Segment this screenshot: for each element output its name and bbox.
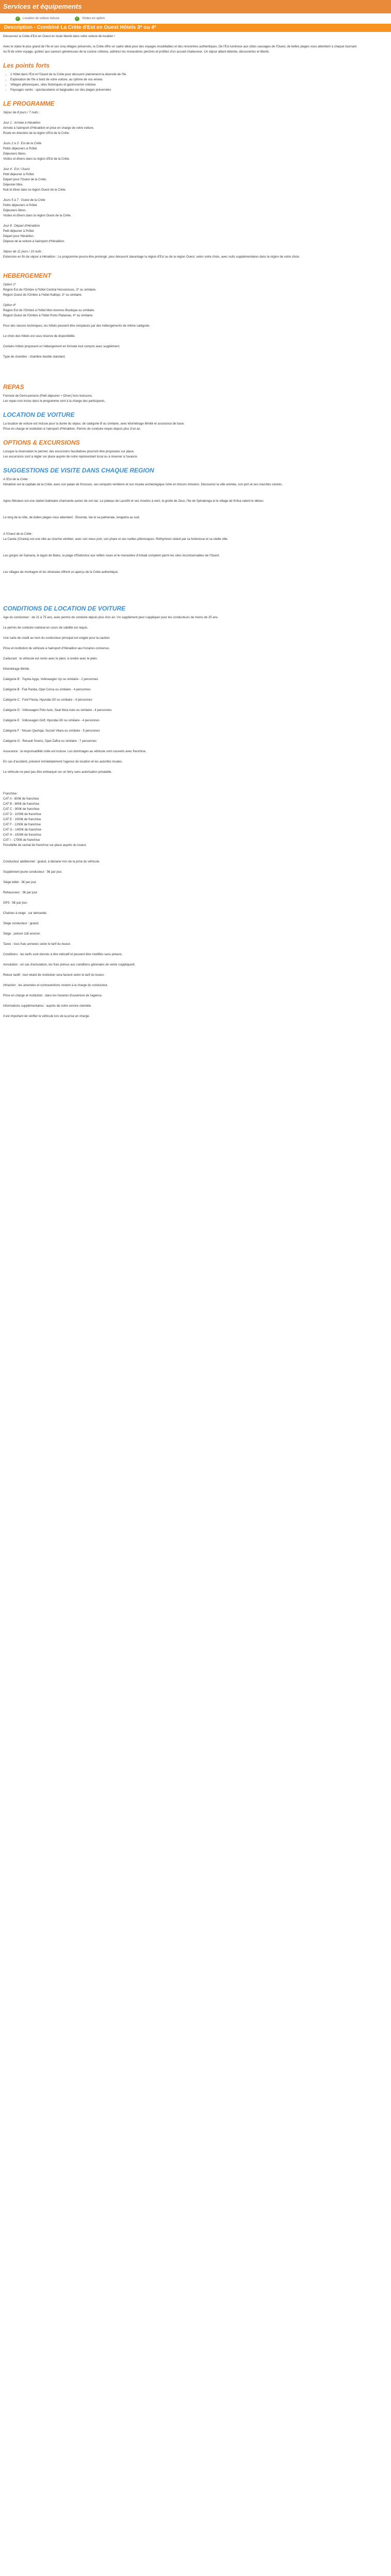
program-day-line: Route en direction de la région d'Est de la Crète. [3, 132, 70, 135]
page-title: Services et équipements [0, 0, 391, 13]
program-day-line: Départ pour Héraklion. [3, 235, 35, 238]
program-day-line: Déjeuners libres. [3, 152, 27, 156]
lodging-note: Certains hôtels proposent un hébergement en formule tout compris avec supplément. [3, 345, 120, 348]
program-day-line: Déjeuner libre. [3, 183, 24, 187]
program-day-line: Petit déjeuner à l'hôtel. [3, 173, 35, 176]
lodging-option-line: Région Ouest de l'Ombre à l'hôtel Kalliopi, 3* ou similaire. [3, 294, 83, 297]
lodging-notes [3, 324, 388, 365]
car-included-badge [15, 16, 59, 21]
conditions-title: CONDITIONS DE LOCATION DE VOITURE [3, 605, 126, 612]
condition-line: Kilométrage illimité. [3, 668, 30, 671]
extra-line: Il est important de vérifier le véhicule lors de la prise en charge. [3, 1015, 90, 1018]
franchise-line: CAT D - 1000€ de franchise [3, 813, 41, 816]
extra-lines [3, 859, 388, 1024]
check-icon: ✓ [16, 16, 20, 20]
meals-line: Formule de Demi-pension (Petit déjeuner + Dîner) hors boissons. [3, 395, 93, 398]
condition-line: Catégorie G : Renault Scenic, Opel Zafira ou similaire - 7 personnes [3, 740, 97, 743]
program-days [3, 110, 388, 265]
extra-line: Rehausseur : 3€ par jour. [3, 891, 38, 894]
visits-option-label: Visites en option [82, 17, 105, 20]
franchise-line: CAT C - 900€ de franchise [3, 808, 40, 811]
extra-line: Conditions : les tarifs sont donnés à titre indicatif et peuvent être modifiés sans préavis. [3, 953, 123, 956]
franchise-line: CAT F - 1200€ de franchise [3, 823, 41, 826]
lodging-note: Pour des raisons techniques, les hôtels peuvent être remplacés par des hébergements de même catégorie. [3, 325, 151, 328]
intro-line: Avec le statut le plus grand de l'île et ses cinq villages préservés, la Crète offre un cadre idéal pour des voyages inoubliables et des rencontres authentiques. De l'Est lumineux aux côtes sauvages de l'Ouest, de belles plages vous attendent à chaque tournant. [3, 45, 357, 48]
condition-line: Catégorie B : Toyota Aygo, Volkswagen Up ou similaire - 2 personnes [3, 678, 99, 681]
extra-line: Annulation : en cas d'annulation, les frais prévus aux conditions générales de vente s'appliquent. [3, 963, 136, 967]
extra-line: Supplément jeune conducteur : 5€ par jour. [3, 871, 62, 874]
extra-line: Siège : prévoir 11€ environ. [3, 933, 41, 936]
condition-line: Le permis de conduire national en cours de validité est requis. [3, 626, 88, 630]
lodging-option-title: Option 1* [3, 283, 17, 286]
program-day-line: Déjeuners libres. [3, 209, 27, 212]
suggestion-blocks [3, 477, 388, 586]
intro-line: Découvrez la Crète d'Est en Ouest en toute liberté dans votre voiture de location ! [3, 35, 115, 38]
condition-line: Catégorie B : Fiat Panda, Opel Corsa ou similaire - 4 personnes [3, 688, 91, 691]
program-day-line: Petits déjeuners à l'hôtel. [3, 204, 38, 207]
service-badges [0, 13, 391, 24]
lodging-note: Type de chambre : chambre double standard. [3, 355, 66, 359]
franchise-line: CAT B - 800€ de franchise [3, 803, 40, 806]
franchise-line: Franchise : [3, 792, 19, 795]
car-included-label: Location de voiture incluse [23, 17, 60, 20]
program-day-line: Petit déjeuner à l'hôtel. [3, 230, 35, 233]
suggestion-text: Agios Nikolaos est une station balnéaire charmante autour de son lac. Le plateau de Lassithi et ses moulins à vent, la grotte de Zeus, l'île de Spinalonga et le village de Kritsa valent le détour. [3, 500, 264, 503]
options-line: Lorsque la réservation le permet, des excursions facultatives pourront être proposées sur place. [3, 450, 135, 453]
extra-line: GPS : 5€ par jour. [3, 902, 28, 905]
program-day-title: Jours 2 à 3 : Est de la Crète [3, 142, 42, 145]
condition-line: Prise et restitution du véhicule à l'aéroport d'Héraklion aux horaires convenus. [3, 647, 110, 650]
lodging-option-line: Région Est de l'Ombre à l'hôtel Central Hersonissos, 3* ou similaire. [3, 289, 96, 292]
condition-line: Catégorie D : Volkswagen Polo Auto, Seat Ibiza Auto ou similaire - 4 personnes [3, 709, 112, 712]
suggestion-region-title: A l'Ouest de la Crète : [3, 533, 34, 536]
lodging-note: Le choix des hôtels est sous réserve de disponibilité. [3, 335, 76, 338]
franchise-line: CAT E - 1000€ de franchise [3, 818, 41, 821]
car-line: Prise en charge et restitution à l'aéroport d'Héraklion. Permis de conduire requis depuis plus d'un an. [3, 428, 141, 431]
suggestion-text: Le long de la côte, de belles plages vous attendent : Elounda, Vai et sa palmeraie, Ierapetra au sud. [3, 516, 140, 519]
condition-line: Carburant : le véhicule est remis avec le plein, à rendre avec le plein. [3, 657, 98, 660]
prices-lines [3, 791, 388, 848]
program-day-line: Nuit et dîner dans la région Ouest de la Crète. [3, 189, 67, 192]
options-title: OPTIONS & EXCURSIONS [3, 439, 80, 446]
lodging-options [3, 282, 388, 324]
extra-line: Informations supplémentaires : auprès de notre service clientèle. [3, 1005, 92, 1008]
options-line: Les excursions sont à régler sur place auprès de notre représentant local ou à réserver à l'avance. [3, 455, 138, 459]
suggestion-text: Les villages de montagne et les oliveraies offrent un aperçu de la Crète authentique. [3, 571, 119, 574]
franchise-line: CAT G - 1400€ de franchise [3, 828, 42, 832]
conditions-lines [3, 615, 388, 780]
condition-line: Le véhicule ne peut pas être embarqué sur un ferry sans autorisation préalable. [3, 771, 112, 774]
lodging-option-title: Option 4* [3, 304, 17, 307]
program-day-title: Séjour de 11 jours / 10 nuits : [3, 250, 43, 253]
meals-title: REPAS [3, 383, 24, 391]
check-icon: ✓ [76, 16, 79, 20]
condition-line: Catégorie F : Nissan Qashqai, Suzuki Vitara ou similaire - 5 personnes [3, 730, 100, 733]
program-day-title: Jour 4 : Est / Ouest [3, 168, 30, 171]
program-day-title: Jour 8 : Départ d'Héraklion [3, 225, 40, 228]
condition-line: En cas d'accident, prévenir immédiatement l'agence de location et les autorités locales. [3, 760, 123, 764]
program-day-line: Arrivée à l'aéroport d'Héraklion et prise en charge de votre voiture. [3, 127, 94, 130]
description-title: Description - Combiné La Crète d'Est en Ouest Hôtels 3* ou 4* [0, 24, 391, 32]
franchise-line: CAT A - 800€ de franchise [3, 798, 39, 801]
program-day-line: Dépose de la voiture à l'aéroport d'Héraklion. [3, 240, 65, 243]
suggestion-region-title: A l'Est de la Crète : [3, 478, 29, 481]
highlight-item: • Villages pittoresques, sites historiques et gastronomie crétoise [10, 82, 388, 88]
program-day-title: Jour 1 : Arrivée à Héraklion [3, 122, 41, 125]
program-day-line: Départ pour l'Ouest de la Crète. [3, 178, 47, 181]
franchise-line: Possibilité de rachat de franchise sur place auprès du loueur. [3, 844, 87, 847]
program-day-title: Séjour de 8 jours / 7 nuits : [3, 111, 40, 114]
highlights-title: Les points forts [3, 62, 50, 69]
highlight-item: • Paysages variés : spectaculaires et baignades sur des plages préservées [10, 88, 388, 93]
suggestion-text: Héraklion est la capitale de la Crète, avec son palais de Knossos, ses remparts vénitiens et son musée archéologique riche en trésors minoens. Découvrez la ville animée, son port et ses marchés colorés. [3, 483, 283, 486]
car-line: La location de voiture est incluse pour la durée du séjour, de catégorie B ou similaire, avec kilométrage illimité et assurance de base. [3, 422, 185, 426]
description-content [0, 32, 391, 1024]
condition-line: Age du conducteur : de 21 à 75 ans, avec permis de conduire depuis plus d'un an. Un supplément peut s'appliquer pour les conducteurs de moins de 25 ans. [3, 616, 219, 619]
highlights-list [3, 72, 388, 93]
extra-line: Conducteur additionnel : gratuit, à déclarer lors de la prise du véhicule. [3, 860, 100, 863]
program-day-line: Visites et dîners dans la région Ouest de la Crète. [3, 214, 72, 217]
program-day-line: Visites et dîners dans la région d'Est de la Crète. [3, 158, 70, 161]
extra-line: Taxes : tous frais annexes selon le tarif du loueur. [3, 943, 71, 946]
condition-line: Une carte de crédit au nom du conducteur principal est exigée pour la caution. [3, 637, 110, 640]
condition-line: Catégorie C : Ford Fiesta, Hyundai i20 ou similaire - 4 personnes [3, 699, 92, 702]
lodging-option-line: Région Ouest de l'Ombre à l'hôtel Porto Platanias, 4* ou similaire. [3, 314, 93, 317]
extra-line: Prise en charge et restitution : dans les horaires d'ouverture de l'agence. [3, 994, 103, 997]
lodging-option-line: Région Est de l'Ombre à l'hôtel Mon Anemos Boutique ou similaire. [3, 309, 95, 312]
suggestion-text: Les gorges de Samaria, le lagon de Balos, la plage d'Elafonissi aux reflets roses et le monastère d'Arkadi comptent parmi les sites incontournables de l'Ouest. [3, 554, 220, 557]
highlight-item: • 1 Hôtel dans l'Est et l'Ouest de la Crète pour découvrir pleinement la diversité de l'île [10, 72, 388, 77]
visits-option-badge [75, 16, 105, 21]
meals-line: Les repas non inclus dans le programme sont à la charge des participants. [3, 400, 106, 403]
suggestions-title: SUGGESTIONS DE VISITE DANS CHAQUE REGION [3, 467, 154, 474]
extra-line: Siège bébé : 3€ par jour. [3, 881, 37, 884]
program-day-line: Petits déjeuners à l'hôtel. [3, 147, 38, 150]
highlight-item: • Exploration de l'île à bord de votre voiture, au rythme de vos envies [10, 77, 388, 82]
extra-line: Retour tardif : tout retard de restitution sera facturé selon le tarif du loueur. [3, 974, 105, 977]
program-title: LE PROGRAMME [3, 100, 55, 107]
lodging-title: HEBERGEMENT [3, 272, 52, 279]
intro-line: Au fil de votre voyage, goûtez aux saveurs généreuses de la cuisine crétoise, admirez les monastères perchés et profitez d'un accueil chaleureux. Un séjour alliant détente, découvertes et liberté. [3, 50, 270, 54]
franchise-line: CAT H - 1500€ de franchise [3, 834, 41, 837]
condition-line: Catégorie E : Volkswagen Golf, Hyundai i30 ou similaire - 4 personnes [3, 719, 100, 722]
extra-line: Chaînes à neige : sur demande. [3, 912, 47, 915]
condition-line: Assurance : la responsabilité civile est incluse. Les dommages au véhicule sont couverts avec franchise. [3, 750, 146, 753]
program-day-title: Jours 5 à 7 : Ouest de la Crète [3, 199, 45, 202]
suggestion-text: La Canée (Chania) est une ville au charme vénitien, avec son vieux port, son phare et ses ruelles pittoresques. Réthymnon séduit par sa forteresse et sa vieille ville. [3, 538, 229, 541]
franchise-line: CAT I - 1700€ de franchise [3, 839, 40, 842]
extra-line: Siège conducteur : gratuit. [3, 922, 40, 925]
extra-line: Infraction : les amendes et contraventions restent à la charge du conducteur. [3, 984, 108, 987]
program-day-line: Extension en fin de séjour à Héraklion : Le programme pourra être prolongé, pour découvrir davantage la région d'Est ou de la région Ouest, selon votre choix, avec nuits supplémentaires dans la région de votre choix. [3, 256, 300, 259]
car-title: LOCATION DE VOITURE [3, 411, 75, 418]
